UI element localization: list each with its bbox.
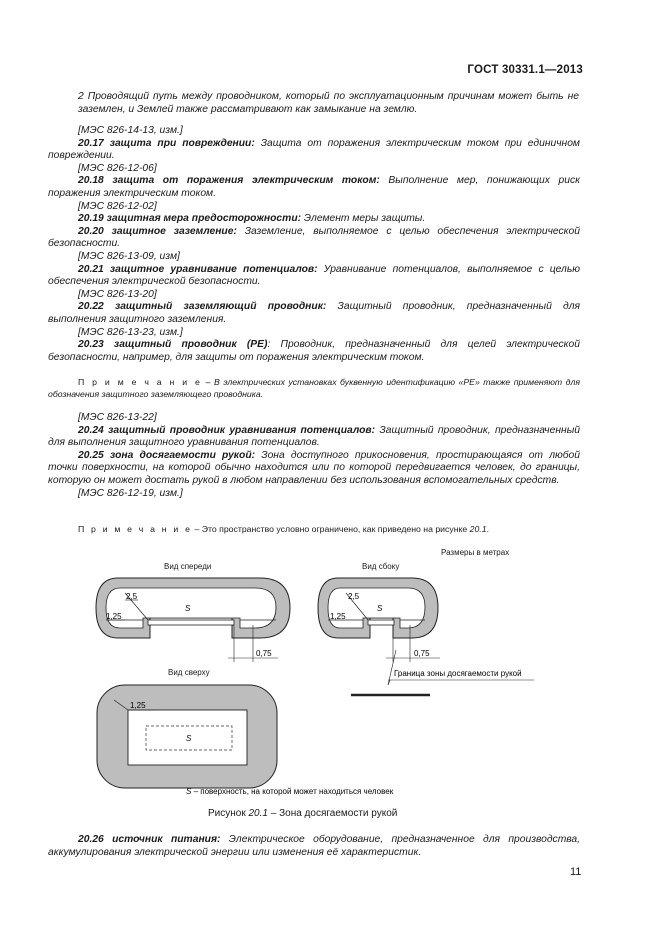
reference-line: [МЭС 826-13-23, изм.] [78, 326, 183, 338]
term-title: 20.18 защита от поражения электрическим током: [78, 175, 380, 187]
note-pe-prefix: П р и м е ч а н и е [78, 377, 203, 387]
top-view-diagram [97, 685, 277, 788]
term-entries-2 [48, 412, 580, 500]
term-entry [48, 226, 580, 251]
boundary-label: Граница зоны досягаемости рукой [394, 669, 522, 678]
term-definition: Защитный проводник, предназначенный для выполнения защитного заземления. [48, 301, 581, 325]
note-pe-text: – В электрических установках буквенную идентификацию «PE» также применяют для обозначения защитного заземляющего проводника. [48, 377, 580, 399]
document-header: ГОСТ 30331.1—2013 [467, 64, 583, 76]
note-fig-prefix: П р и м е ч а н и е [78, 524, 193, 534]
term-title: 20.19 защитная мера предосторожности: [78, 213, 302, 225]
term-entry [48, 425, 580, 450]
side-dim-1-25: 1,25 [330, 612, 346, 621]
figure-caption [208, 808, 397, 819]
entry-20-26 [48, 834, 580, 859]
term-definition: Защитный проводник, предназначенный для выполнения защитного уравнивания потенциалов. [48, 424, 581, 449]
reference-line: [МЭС 826-12-19, изм.] [78, 487, 183, 499]
figure-reach-zone [0, 540, 661, 830]
term-definition: Заземление, выполняемое с целью обеспечения электрической безопасности. [48, 225, 580, 250]
front-dim-1-25: 1,25 [106, 612, 122, 621]
top-view-label: Вид сверху [168, 668, 210, 677]
def-20-26: Электрическое оборудование, предназначенное для производства, аккумулирования электрической энергии или изменения её характеристик. [48, 834, 581, 858]
reference-line: [МЭС 826-13-22] [78, 412, 157, 423]
term-title: 20.17 защита при повреждении: [78, 137, 255, 149]
term-title: 20.22 защитный заземляющий проводник: [78, 301, 327, 313]
page-number: 11 [570, 866, 582, 878]
term-definition: Зона доступного прикосновения, простирающаяся от любой точки поверхности, на которой обычно находится или по которой передвигается человек, до границы, которую он может достать рукой в любом направлении без использования вспомогательных средств. [48, 449, 580, 486]
side-surface-s: S [377, 604, 383, 613]
term-definition: Выполнение мер, понижающих риск поражения электрическим током. [48, 175, 580, 199]
caption-num: 20.1 [248, 808, 268, 819]
legend-s-text: – поверхность, на которой может находиться человек [191, 787, 394, 796]
reference-line: [МЭС 826-13-09, изм] [78, 250, 180, 262]
note-figure [78, 524, 578, 536]
caption-prefix: Рисунок [208, 808, 249, 819]
term-title: 20.24 защитный проводник уравнивания потенциалов: [78, 424, 376, 436]
term-title: 20.23 защитный проводник (PE) [78, 339, 268, 351]
term-title: 20.21 защитное уравнивание потенциалов: [78, 263, 318, 275]
term-title: 20.25 зона досягаемости рукой: [78, 449, 256, 461]
caption-text: – Зона досягаемости рукой [267, 808, 398, 819]
legend-s [186, 787, 394, 796]
term-entry [48, 450, 580, 488]
note-fig-end: . [486, 524, 489, 534]
note-pe [48, 377, 580, 400]
side-dim-2-5: 2,5 [348, 592, 360, 601]
front-dim-2-5: 2,5 [126, 592, 138, 601]
front-view-diagram [96, 578, 290, 662]
term-definition: : Проводник, предназначенный для целей электрической безопасности, например, для защиты от поражения электрическим током. [48, 339, 581, 363]
top-dim-1-25: 1,25 [130, 701, 146, 710]
reference-line: [МЭС 826-12-02] [78, 200, 157, 212]
reference-line: [МЭС 826-14-13, изм.] [78, 125, 183, 136]
term-20-26: 20.26 источник питания: [78, 834, 221, 845]
side-view-label: Вид сбоку [362, 562, 400, 571]
boundary-legend [351, 669, 534, 695]
term-definition: Защита от поражения электрическим током при единичном повреждении. [48, 137, 580, 162]
term-entry [48, 213, 580, 226]
note-fig-text: – Это пространство условно ограничено, как приведено на рисунке [192, 524, 470, 534]
term-entry [48, 138, 580, 163]
term-entry [48, 264, 580, 289]
note-fig-ref: 20.1 [469, 524, 487, 534]
front-view-label: Вид спереди [164, 562, 212, 571]
reference-line: [МЭС 826-12-06] [78, 162, 157, 174]
side-dim-0-75: 0,75 [414, 649, 430, 658]
term-entries-1 [48, 125, 580, 364]
reference-line: [МЭС 826-13-20] [78, 288, 157, 300]
front-surface-s: S [185, 604, 191, 613]
term-entry [48, 301, 580, 326]
term-entry [48, 175, 580, 200]
units-label: Размеры в метрах [441, 548, 510, 557]
term-definition: Уравнивание потенциалов, выполняемое с целью обеспечения электрической безопасности. [48, 263, 580, 288]
front-dim-0-75: 0,75 [256, 649, 272, 658]
note-top: 2 Проводящий путь между проводником, который по эксплуатационным причинам может быть не заземлен, и Землей также рассматривают как замыкание на землю. [78, 91, 579, 115]
top-surface-s: S [186, 734, 192, 743]
term-definition: Элемент меры защиты. [301, 213, 426, 225]
term-title: 20.20 защитное заземление: [78, 225, 237, 237]
legend-s-symbol: S [186, 787, 192, 796]
term-entry [48, 339, 580, 364]
